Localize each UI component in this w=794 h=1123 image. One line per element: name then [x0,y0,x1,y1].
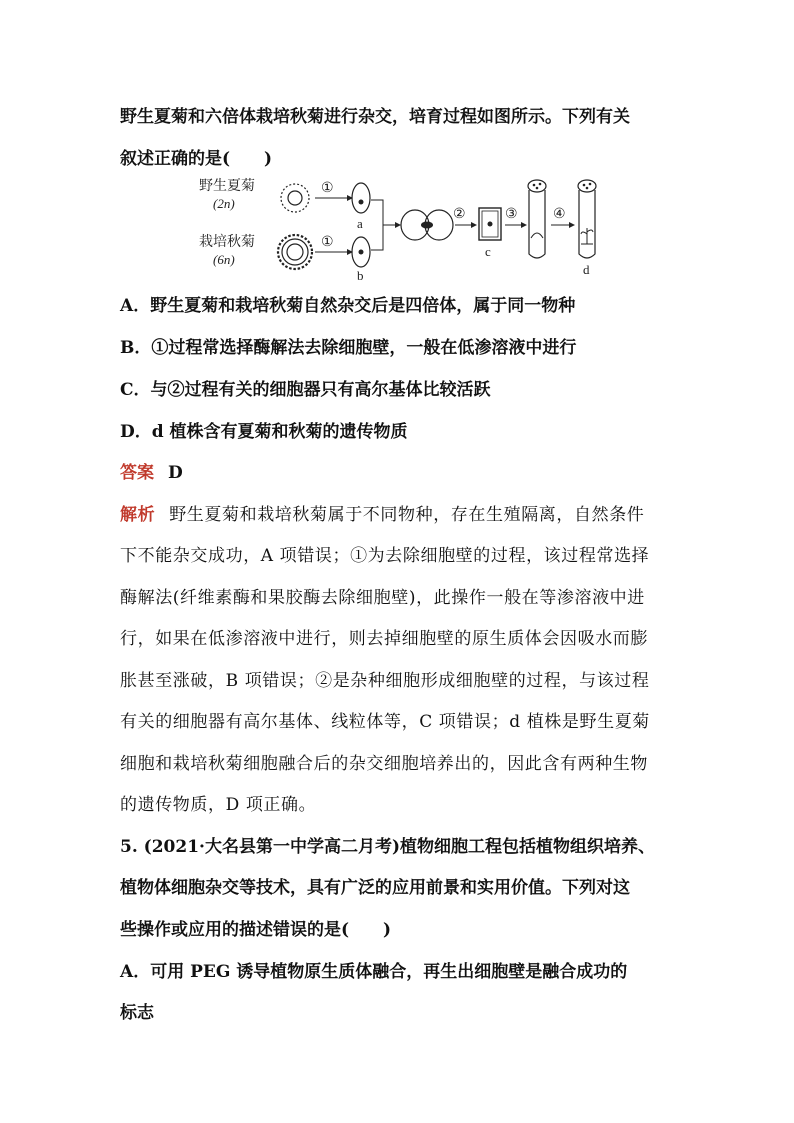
step-1-bottom-label: ① [321,235,334,250]
option-d-text: d 植株含有夏菊和秋菊的遗传物质 [151,422,408,442]
option-a-text: 野生夏菊和栽培秋菊自然杂交后是四倍体，属于同一物种 [150,296,576,316]
analysis-line-1 [120,504,644,526]
letter-c: c [485,244,491,259]
analysis-line-8: 的遗传物质，D 项正确。 [120,795,317,815]
label-wild-chrysanthemum: 野生夏菊 [199,179,255,194]
analysis-line-7: 细胞和栽培秋菊细胞融合后的杂交细胞培养出的，因此含有两种生物 [120,754,648,774]
step-4-label: ④ [553,207,566,222]
step-2-label: ② [453,207,466,222]
option-c-text: 与②过程有关的细胞器只有高尔基体比较活跃 [150,380,491,400]
question-5-option-a-line-2: 标志 [120,1003,154,1023]
cultivated-cell-icon [278,235,312,269]
letter-b: b [357,268,364,282]
option-b-text: ①过程常选择酶解法去除细胞壁，一般在低渗溶液中进行 [151,338,577,358]
fused-protoplast-icon [401,210,453,240]
label-cultivated-ploidy: (6n) [213,252,235,267]
hybrid-cell-c-icon [479,208,501,240]
option-b-letter: B． [120,338,152,358]
analysis-line-4: 行，如果在低渗溶液中进行，则去掉细胞壁的原生质体会因吸水而膨 [120,629,648,649]
option-c [120,379,491,401]
question-stem-line-1: 野生夏菊和六倍体栽培秋菊进行杂交，培育过程如图所示。下列有关 [120,107,630,127]
option-d [120,421,408,443]
breeding-process-figure [195,172,615,282]
analysis-line-1-text: 野生夏菊和栽培秋菊属于不同物种，存在生殖隔离，自然条件 [169,505,645,525]
option-c-letter: C． [120,380,151,400]
answer-line [120,462,183,484]
question-5-option-a-line-1: A．可用 PEG 诱导植物原生质体融合，再生出细胞壁是融合成功的 [120,962,628,982]
label-cultivated-chrysanthemum: 栽培秋菊 [199,235,255,250]
analysis-line-3: 酶解法(纤维素酶和果胶酶去除细胞壁)，此操作一般在等渗溶液中进 [120,588,645,608]
letter-a: a [357,216,363,231]
callus-test-tube-icon [528,180,546,258]
option-a-letter: A． [120,296,151,316]
letter-d: d [583,262,590,277]
analysis-line-2: 下不能杂交成功，A 项错误；①为去除细胞壁的过程，该过程常选择 [120,546,650,566]
label-wild-ploidy: (2n) [213,196,235,211]
option-a [120,295,575,317]
question-5-line-2: 植物体细胞杂交等技术，具有广泛的应用前景和实用价值。下列对这 [120,878,630,898]
answer-value: D [168,463,183,483]
option-d-letter: D． [120,422,152,442]
question-5-line-3: 些操作或应用的描述错误的是( ) [120,920,392,940]
analysis-line-6: 有关的细胞器有高尔基体、线粒体等，C 项错误；d 植株是野生夏菊 [120,712,650,732]
question-5-line-1: 5. (2021·大名县第一中学高二月考)植物细胞工程包括植物组织培养、 [120,837,655,857]
protoplast-a-icon [352,183,370,213]
step-3-label: ③ [505,207,518,222]
question-stem-line-2: 叙述正确的是( ) [120,149,273,169]
protoplast-b-icon [352,237,370,267]
wild-cell-icon [281,184,309,212]
answer-label: 答案 [120,463,154,483]
analysis-label: 解析 [120,505,156,525]
seedling-test-tube-icon [578,180,596,258]
option-b [120,337,576,359]
analysis-line-5: 胀甚至涨破，B 项错误；②是杂种细胞形成细胞壁的过程，与该过程 [120,671,650,691]
step-1-top-label: ① [321,181,334,196]
